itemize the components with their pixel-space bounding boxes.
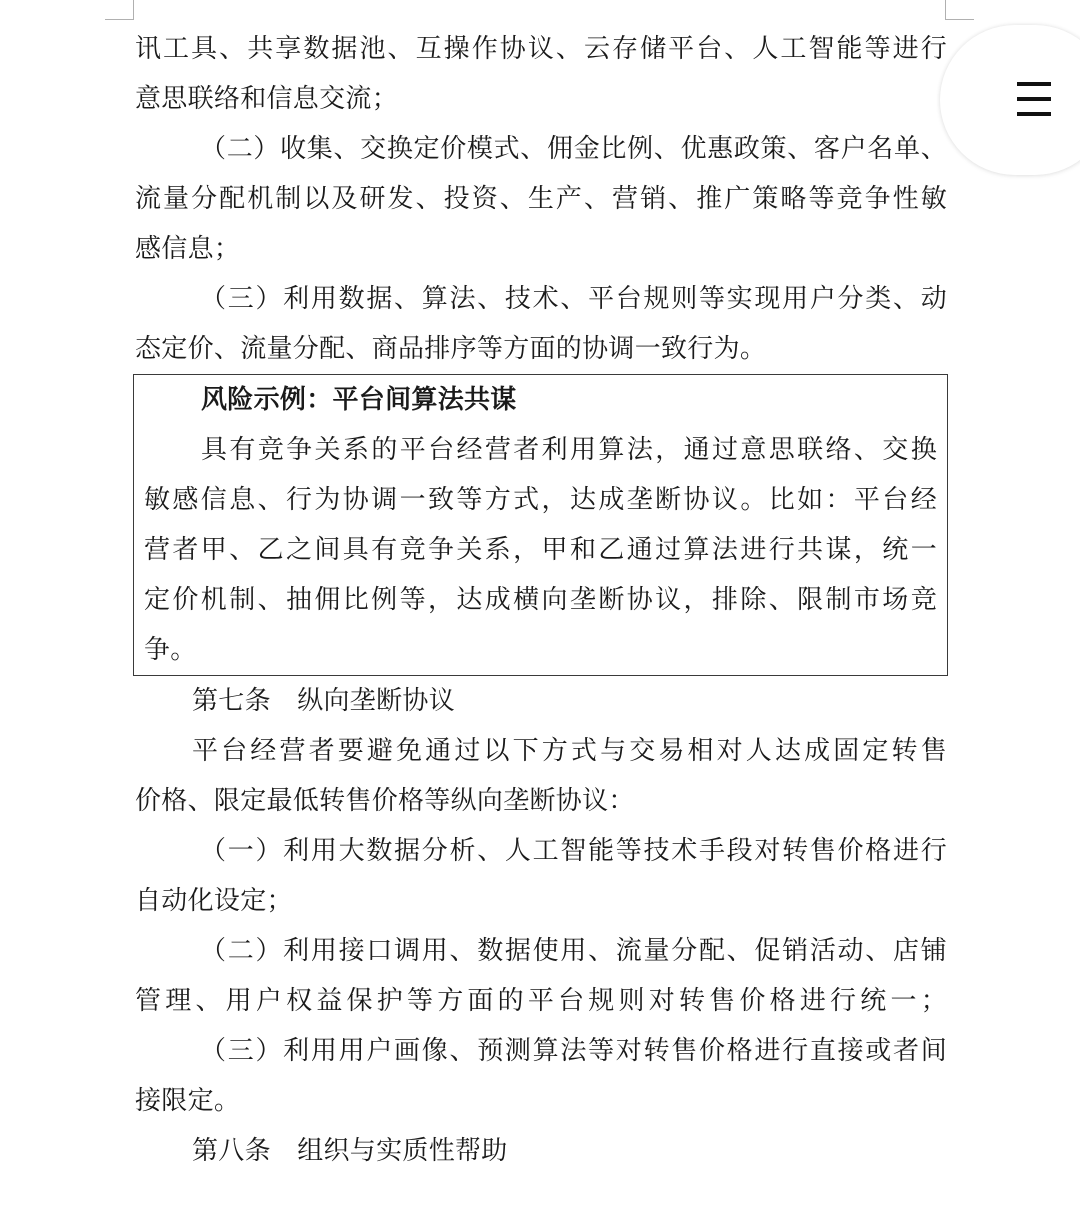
paragraph-line: 平台经营者要避免通过以下方式与交易相对人达成固定转售 [192, 736, 947, 766]
menu-button[interactable] [940, 25, 1080, 175]
risk-example-title: 风险示例：平台间算法共谋 [201, 385, 517, 415]
risk-example-line: 争。 [144, 635, 197, 665]
article-8-heading: 第八条 组织与实质性帮助 [192, 1136, 508, 1166]
paragraph-line: 意思联络和信息交流； [135, 84, 399, 114]
list-item-line: （三）利用数据、算法、技术、平台规则等实现用户分类、动 [200, 284, 947, 314]
paragraph-line: 自动化设定； [135, 886, 293, 916]
crop-mark-right [945, 0, 974, 20]
list-item-line: （二）利用接口调用、数据使用、流量分配、促销活动、店铺 [200, 936, 947, 966]
risk-example-box [133, 374, 948, 676]
list-item-line: （一）利用大数据分析、人工智能等技术手段对转售价格进行 [200, 836, 947, 866]
paragraph-line: 流量分配机制以及研发、投资、生产、营销、推广策略等竞争性敏 [135, 184, 947, 214]
paragraph-line: 态定价、流量分配、商品排序等方面的协调一致行为。 [135, 334, 767, 364]
article-7-heading: 第七条 纵向垄断协议 [192, 686, 456, 716]
risk-example-line: 营者甲、乙之间具有竞争关系，甲和乙通过算法进行共谋，统一 [144, 535, 937, 565]
list-item-line: （二）收集、交换定价模式、佣金比例、优惠政策、客户名单、 [200, 134, 947, 164]
paragraph-line: 感信息； [135, 234, 241, 264]
document-page [135, 24, 947, 1176]
paragraph-line: 讯工具、共享数据池、互操作协议、云存储平台、人工智能等进行 [135, 34, 947, 64]
paragraph-line: 管理、用户权益保护等方面的平台规则对转售价格进行统一； [135, 986, 947, 1016]
paragraph-line: 接限定。 [135, 1086, 241, 1116]
risk-example-line: 敏感信息、行为协调一致等方式，达成垄断协议。比如：平台经 [144, 485, 937, 515]
list-item-line: （三）利用用户画像、预测算法等对转售价格进行直接或者间 [200, 1036, 947, 1066]
crop-mark-left [105, 0, 134, 20]
risk-example-line: 具有竞争关系的平台经营者利用算法，通过意思联络、交换 [201, 435, 937, 465]
risk-example-line: 定价机制、抽佣比例等，达成横向垄断协议，排除、限制市场竞 [144, 585, 937, 615]
hamburger-menu-icon[interactable] [1017, 82, 1051, 116]
paragraph-line: 价格、限定最低转售价格等纵向垄断协议： [135, 786, 635, 816]
